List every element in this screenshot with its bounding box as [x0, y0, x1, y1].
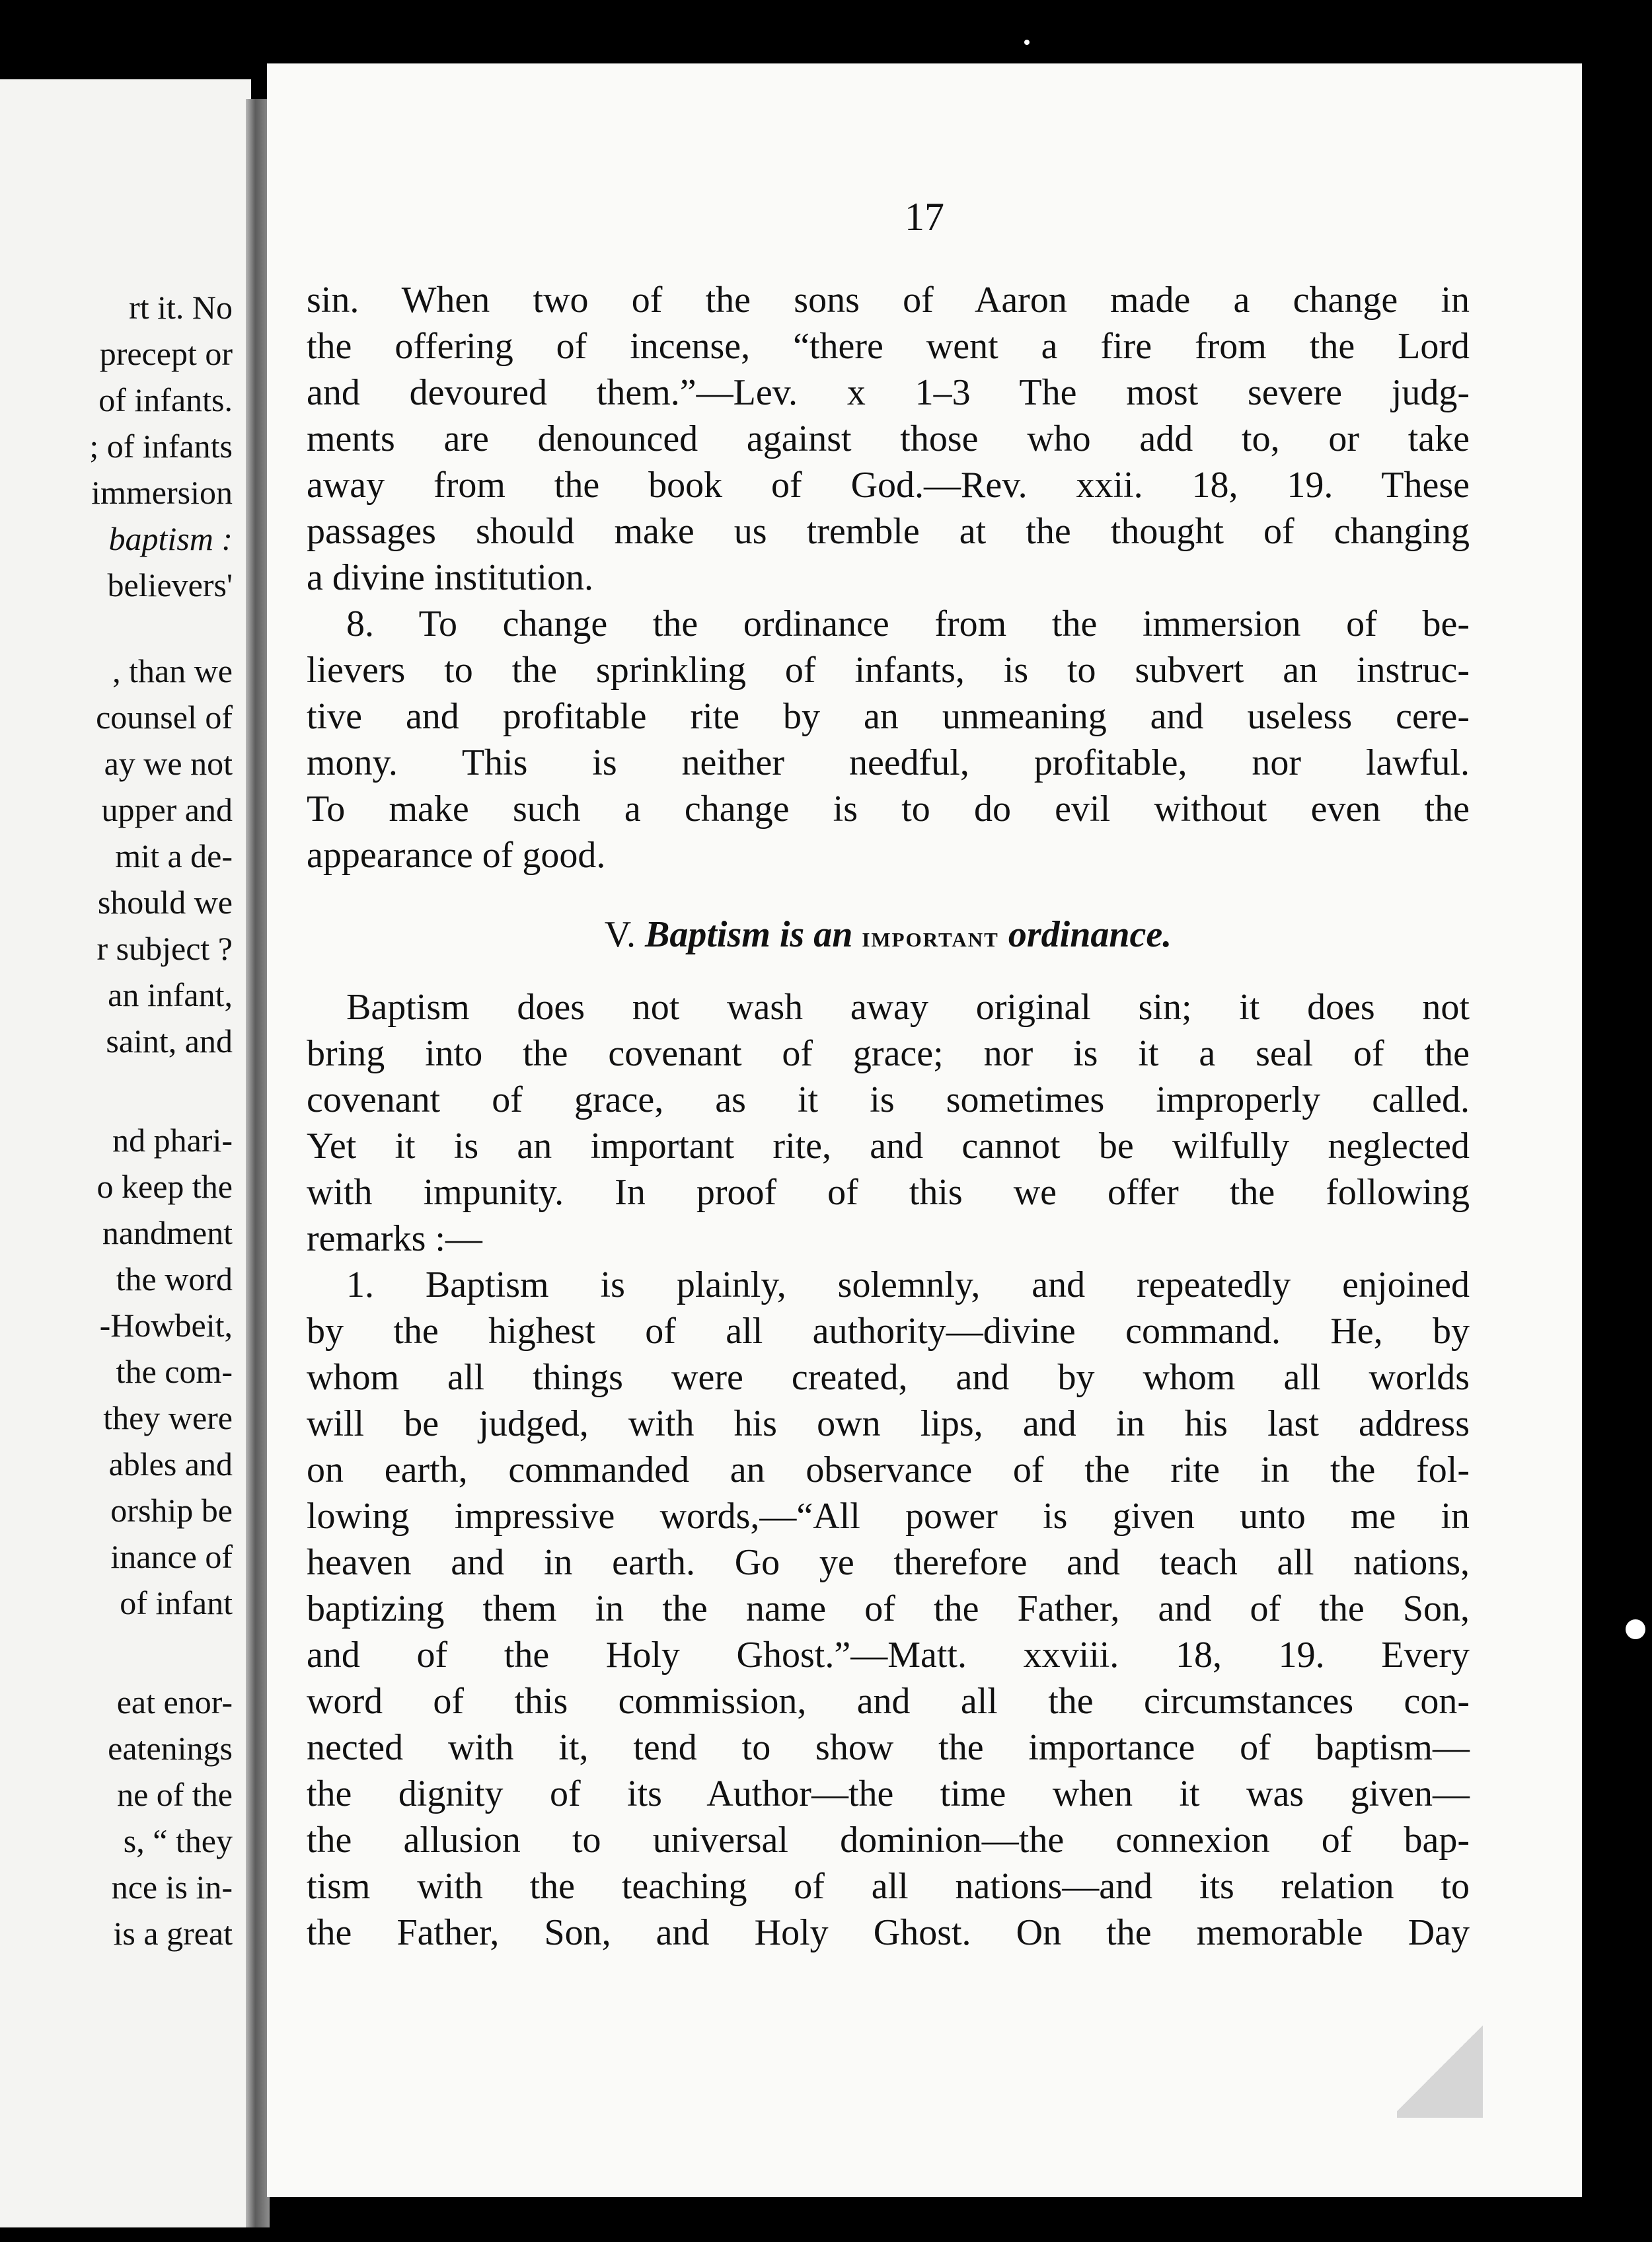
left-fragment: is a great [113, 1915, 233, 1952]
left-fragment: of infants. [98, 381, 233, 418]
scan-speck [1024, 40, 1030, 45]
left-fragment: ; of infants [89, 428, 233, 465]
heading-text-c: ordinance. [1008, 914, 1172, 955]
text-line: by the highest of all authority—divine command. He, by [307, 1311, 1470, 1352]
heading-text-a: Baptism is an [645, 914, 853, 955]
left-fragment: nd phari- [112, 1122, 233, 1159]
text-line: nected with it, tend to show the importance of baptism— [307, 1727, 1470, 1768]
left-fragment: mit a de- [115, 837, 233, 874]
left-fragment: an infant, [108, 976, 233, 1013]
text-line: with impunity. In proof of this we offer the following [307, 1172, 1470, 1213]
text-line: tism with the teaching of all nations—and its relation to [307, 1866, 1470, 1907]
left-fragment: should we [97, 884, 233, 921]
text-line: remarks :— [307, 1218, 482, 1259]
text-line: tive and profitable rite by an unmeaning and useless cere- [307, 696, 1470, 737]
left-fragment: they were [103, 1399, 233, 1436]
left-fragment: counsel of [96, 699, 233, 736]
left-fragment: eat enor- [116, 1683, 233, 1720]
text-line: Baptism does not wash away original sin; it does not [346, 987, 1470, 1028]
text-line: on earth, commanded an observance of the rite in the fol- [307, 1450, 1470, 1490]
scan-speck [1626, 1619, 1645, 1639]
right-page [267, 63, 1582, 2197]
text-line: mony. This is neither needful, profitable, nor lawful. [307, 742, 1470, 783]
text-line: the Father, Son, and Holy Ghost. On the memorable Day [307, 1912, 1470, 1953]
text-line: lowing impressive words,—“All power is given unto me in [307, 1496, 1470, 1537]
book-gutter [246, 99, 270, 2227]
left-fragment: nandment [102, 1214, 233, 1251]
heading-text-b: important [862, 921, 999, 953]
text-line: baptizing them in the name of the Father, and of the Son, [307, 1588, 1470, 1629]
text-line: passages should make us tremble at the thought of changing [307, 511, 1470, 552]
left-fragment: upper and [101, 791, 233, 828]
left-fragment: precept or [99, 335, 233, 372]
section-heading [307, 916, 1470, 953]
heading-number: V. [604, 914, 636, 955]
text-line: word of this commission, and all the circumstances con- [307, 1681, 1470, 1722]
text-line: lievers to the sprinkling of infants, is to subvert an instruc- [307, 650, 1470, 691]
text-line: the offering of incense, “there went a fire from the Lord [307, 326, 1470, 367]
text-line: whom all things were created, and by whom all worlds [307, 1357, 1470, 1398]
text-line: To make such a change is to do evil without even the [307, 789, 1470, 830]
left-fragment: believers' [107, 566, 233, 603]
text-line: bring into the covenant of grace; nor is it a seal of the [307, 1033, 1470, 1074]
text-line: sin. When two of the sons of Aaron made a change in [307, 280, 1470, 321]
left-fragment: saint, and [106, 1023, 233, 1060]
text-line: the dignity of its Author—the time when it was given— [307, 1773, 1470, 1814]
text-line: appearance of good. [307, 835, 606, 876]
left-fragment: r subject ? [96, 930, 233, 967]
text-line: Yet it is an important rite, and cannot be wilfully neglected [307, 1126, 1470, 1167]
text-line: 1. Baptism is plainly, solemnly, and repeatedly enjoined [346, 1264, 1470, 1305]
text-line: will be judged, with his own lips, and in his last address [307, 1403, 1470, 1444]
left-fragment: ne of the [117, 1776, 233, 1813]
text-line: a divine institution. [307, 557, 593, 598]
left-fragment: nce is in- [111, 1869, 233, 1906]
left-fragment: rt it. No [129, 289, 233, 326]
text-line: covenant of grace, as it is sometimes improperly called. [307, 1079, 1470, 1120]
left-fragment: immersion [91, 474, 233, 511]
left-fragment: s, “ they [123, 1822, 233, 1859]
left-page [0, 79, 251, 2227]
text-line: ments are denounced against those who add to, or take [307, 418, 1470, 459]
text-line: heaven and in earth. Go ye therefore and teach all nations, [307, 1542, 1470, 1583]
left-fragment: the word [116, 1260, 233, 1297]
left-fragment: o keep the [96, 1168, 233, 1205]
text-line: 8. To change the ordinance from the immersion of be- [346, 603, 1470, 644]
left-fragment: the com- [116, 1353, 233, 1390]
left-fragment: orship be [110, 1492, 233, 1529]
left-fragment: ables and [108, 1446, 233, 1483]
text-line: the allusion to universal dominion—the connexion of bap- [307, 1820, 1470, 1861]
text-line: and devoured them.”—Lev. x 1–3 The most severe judg- [307, 372, 1470, 413]
left-fragment: of infant [120, 1584, 233, 1621]
text-line: away from the book of God.—Rev. xxii. 18, 19. These [307, 465, 1470, 506]
left-fragment: eatenings [108, 1730, 233, 1767]
left-fragment: ay we not [104, 745, 233, 782]
left-fragment: baptism : [108, 520, 233, 557]
left-fragment: -Howbeit, [99, 1307, 233, 1344]
left-fragment: inance of [110, 1538, 233, 1575]
page-number: 17 [905, 195, 944, 239]
left-fragment: , than we [112, 652, 233, 689]
text-line: and of the Holy Ghost.”—Matt. xxviii. 18, 19. Every [307, 1635, 1470, 1676]
page-corner-fold [1397, 2019, 1483, 2118]
